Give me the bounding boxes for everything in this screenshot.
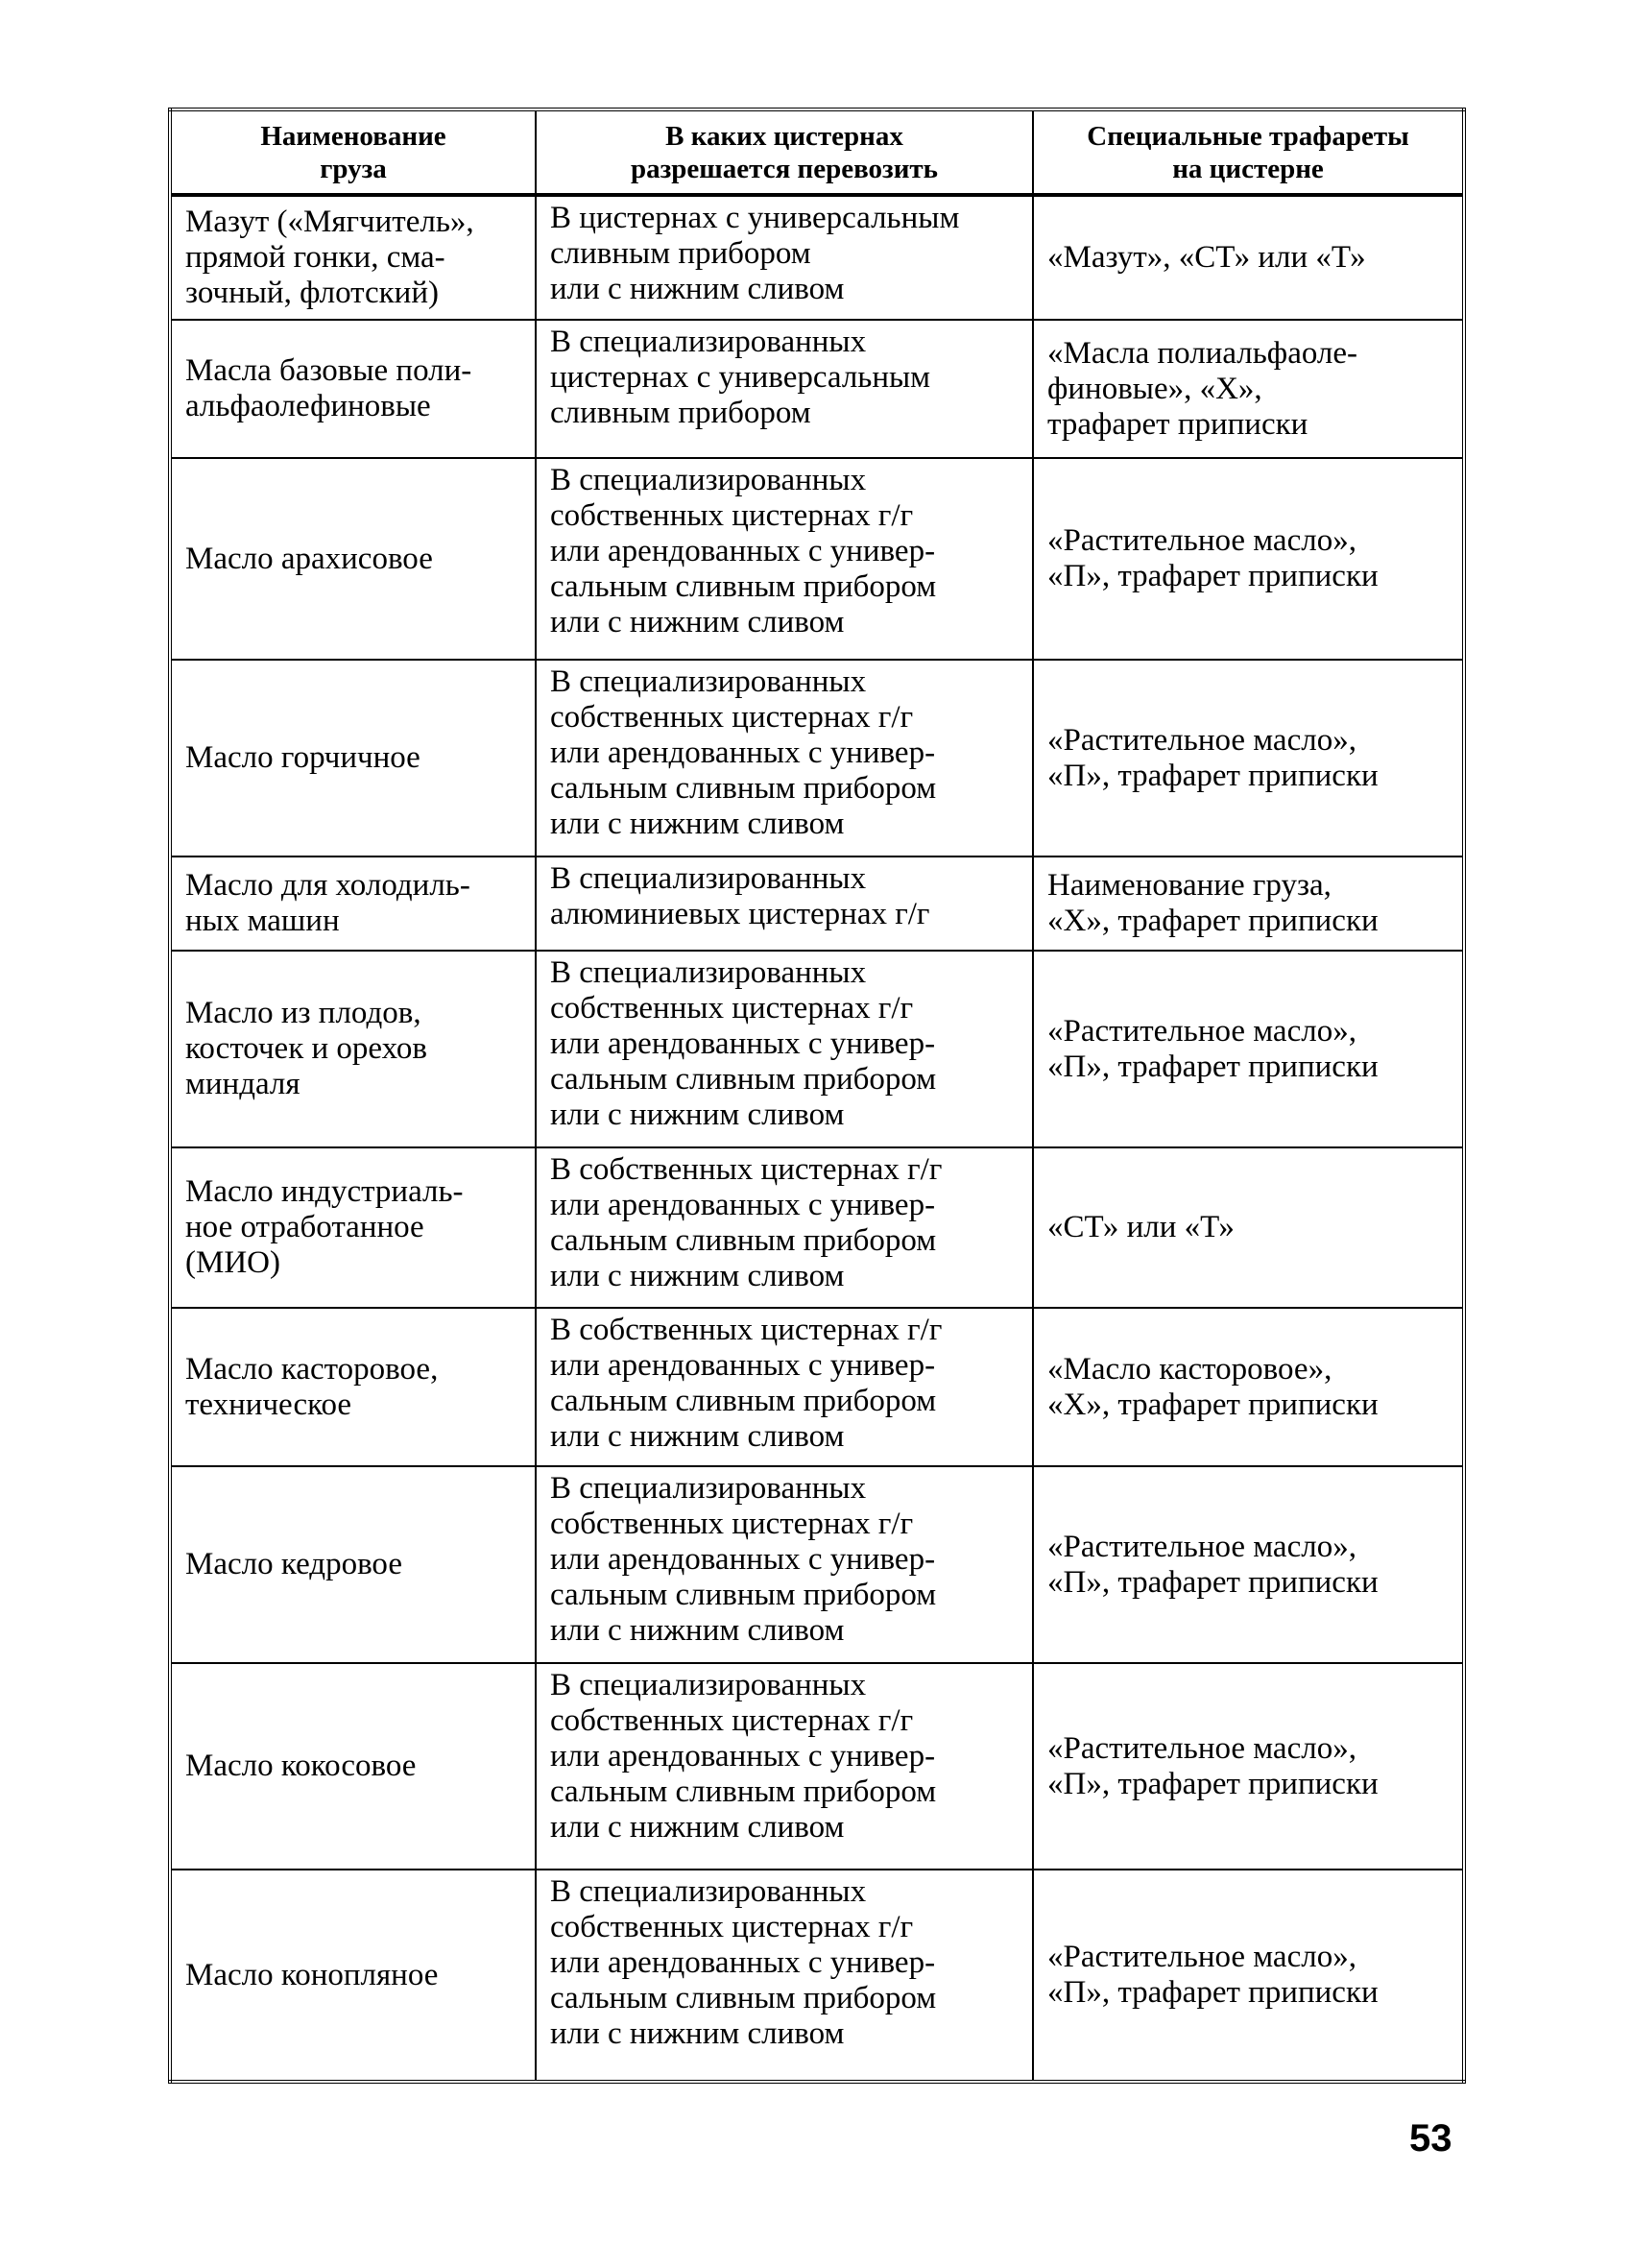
cargo-name-cell: Масла базовые поли- альфаолефиновые xyxy=(170,320,536,458)
tank-type-cell: В специализированных собственных цистернах г/г или арендованных с универ- сальным сливным прибором или с нижним сливом xyxy=(536,660,1033,857)
page-number: 53 xyxy=(1409,2117,1452,2159)
stencil-cell: «СТ» или «Т» xyxy=(1033,1147,1464,1308)
table-row xyxy=(170,951,1464,1147)
tank-type-cell: В специализированных собственных цистернах г/г или арендованных с универ- сальным сливным прибором или с нижним сливом xyxy=(536,1663,1033,1870)
cargo-name-cell: Масло кедровое xyxy=(170,1466,536,1663)
cargo-name-cell: Масло из плодов, косточек и орехов миндаля xyxy=(170,951,536,1147)
stencil-cell: «Растительное масло», «П», трафарет приписки xyxy=(1033,660,1464,857)
stencil-cell: Наименование груза, «Х», трафарет приписки xyxy=(1033,857,1464,951)
table-row xyxy=(170,660,1464,857)
stencil-cell: «Масло касторовое», «Х», трафарет приписки xyxy=(1033,1308,1464,1466)
tank-type-cell: В специализированных собственных цистернах г/г или арендованных с универ- сальным сливным прибором или с нижним сливом xyxy=(536,1466,1033,1663)
stencil-cell: «Растительное масло», «П», трафарет приписки xyxy=(1033,1663,1464,1870)
tank-type-cell: В специализированных собственных цистернах г/г или арендованных с универ- сальным сливным прибором или с нижним сливом xyxy=(536,458,1033,660)
table-row xyxy=(170,458,1464,660)
cargo-table xyxy=(168,108,1466,2084)
table-header-row xyxy=(170,109,1464,195)
table-row xyxy=(170,1308,1464,1466)
cargo-name-cell: Масло горчичное xyxy=(170,660,536,857)
tank-type-cell: В собственных цистернах г/г или арендованных с универ- сальным сливным прибором или с нижним сливом xyxy=(536,1308,1033,1466)
stencil-cell: «Мазут», «СТ» или «Т» xyxy=(1033,195,1464,320)
cargo-name-cell: Мазут («Мягчитель», прямой гонки, сма- зочный, флотский) xyxy=(170,195,536,320)
header-tank-types: В каких цистернах разрешается перевозить xyxy=(536,109,1033,195)
cargo-name-cell: Масло конопляное xyxy=(170,1870,536,2082)
stencil-cell: «Растительное масло», «П», трафарет приписки xyxy=(1033,951,1464,1147)
tank-type-cell: В специализированных цистернах с универсальным сливным прибором xyxy=(536,320,1033,458)
cargo-name-cell: Масло кокосовое xyxy=(170,1663,536,1870)
table-row xyxy=(170,195,1464,320)
table-row xyxy=(170,1466,1464,1663)
tank-type-cell: В специализированных алюминиевых цистернах г/г xyxy=(536,857,1033,951)
table-row xyxy=(170,857,1464,951)
stencil-cell: «Растительное масло», «П», трафарет приписки xyxy=(1033,458,1464,660)
table-row xyxy=(170,1147,1464,1308)
stencil-cell: «Масла полиальфаоле- финовые», «Х», трафарет приписки xyxy=(1033,320,1464,458)
tank-type-cell: В специализированных собственных цистернах г/г или арендованных с универ- сальным сливным прибором или с нижним сливом xyxy=(536,1870,1033,2082)
cargo-name-cell: Масло для холодиль- ных машин xyxy=(170,857,536,951)
table-row xyxy=(170,1870,1464,2082)
stencil-cell: «Растительное масло», «П», трафарет приписки xyxy=(1033,1466,1464,1663)
table-row xyxy=(170,320,1464,458)
tank-type-cell: В собственных цистернах г/г или арендованных с универ- сальным сливным прибором или с нижним сливом xyxy=(536,1147,1033,1308)
table-row xyxy=(170,1663,1464,1870)
header-cargo-name: Наименование груза xyxy=(170,109,536,195)
header-stencils: Специальные трафареты на цистерне xyxy=(1033,109,1464,195)
tank-type-cell: В специализированных собственных цистернах г/г или арендованных с универ- сальным сливным прибором или с нижним сливом xyxy=(536,951,1033,1147)
stencil-cell: «Растительное масло», «П», трафарет приписки xyxy=(1033,1870,1464,2082)
cargo-name-cell: Масло касторовое, техническое xyxy=(170,1308,536,1466)
tank-type-cell: В цистернах с универсальным сливным прибором или с нижним сливом xyxy=(536,195,1033,320)
cargo-name-cell: Масло арахисовое xyxy=(170,458,536,660)
cargo-name-cell: Масло индустриаль- ное отработанное (МИО) xyxy=(170,1147,536,1308)
